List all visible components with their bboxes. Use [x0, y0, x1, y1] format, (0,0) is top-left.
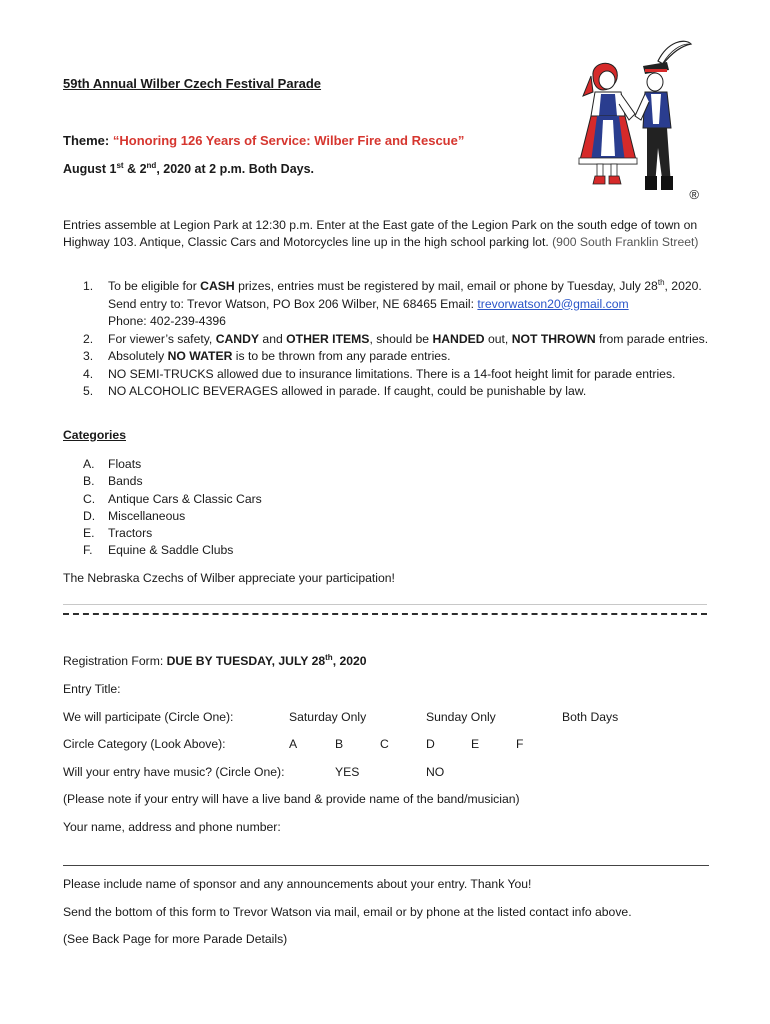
category-option-b[interactable]: B: [335, 737, 344, 751]
intro-paragraph: [63, 217, 703, 252]
date-part: August 1: [63, 162, 117, 176]
email-link[interactable]: trevorwatson20@gmail.com: [477, 296, 629, 311]
date-sup: nd: [146, 160, 157, 170]
option-both-days[interactable]: Both Days: [562, 710, 619, 724]
theme-label: Theme:: [63, 133, 110, 148]
category-name: Bands: [108, 474, 143, 489]
category-item: [63, 508, 262, 525]
name-input-line[interactable]: [63, 865, 709, 866]
band-note: (Please note if your entry will have a live band & provide name of the band/musician): [63, 792, 520, 806]
rule-sup: th: [657, 277, 665, 287]
rule-text: from parade entries.: [595, 331, 709, 346]
page-title: 59th Annual Wilber Czech Festival Parade: [63, 76, 322, 91]
theme-line: [63, 133, 464, 148]
intro-address: (900 South Franklin Street): [552, 235, 699, 250]
rule-number: 2.: [83, 331, 94, 346]
dancers-illustration: [563, 36, 703, 206]
date-sup: st: [116, 160, 124, 170]
rule-text: and: [259, 331, 287, 346]
option-sunday[interactable]: Sunday Only: [426, 710, 496, 724]
reg-label: Registration Form:: [63, 654, 167, 668]
music-label: Will your entry have music? (Circle One):: [63, 765, 285, 779]
category-option-e[interactable]: E: [471, 737, 480, 751]
rule-item: [63, 348, 713, 366]
participate-label: We will participate (Circle One):: [63, 710, 234, 724]
rule-text: prizes, entries must be registered by mail, email or phone by Tuesday, July 28: [234, 279, 658, 293]
rule-emphasis: CANDY: [215, 331, 260, 346]
category-option-f[interactable]: F: [516, 737, 524, 751]
category-option-c[interactable]: C: [380, 737, 389, 751]
rule-emphasis: CASH: [200, 279, 235, 293]
rule-emphasis: NOT THROWN: [511, 331, 596, 346]
option-saturday[interactable]: Saturday Only: [289, 710, 367, 724]
category-option-d[interactable]: D: [426, 737, 435, 751]
rule-emphasis: HANDED: [432, 331, 485, 346]
rule-text: NO ALCOHOLIC BEVERAGES allowed in parade. If caught, could be punishable by law.: [108, 384, 587, 398]
intro-text: Entries assemble at Legion Park at 12:30 p.m. Enter at the East gate of the Legion Park on the south edge of town on Highway 103. Antique, Classic Cars and Motorcycles line up in the high school parking lot.: [63, 218, 698, 250]
rule-number: 4.: [83, 366, 94, 381]
category-name: Equine & Saddle Clubs: [108, 543, 234, 558]
rule-text: Absolutely: [108, 349, 168, 363]
rule-emphasis: NO WATER: [167, 349, 233, 363]
rule-number: 1.: [83, 279, 94, 293]
rule-item: [63, 278, 713, 331]
theme-text: “Honoring 126 Years of Service: Wilber Fire and Rescue”: [112, 133, 465, 148]
music-option-no[interactable]: NO: [426, 765, 445, 779]
category-item: [63, 473, 262, 490]
rule-text: To be eligible for: [108, 279, 201, 293]
category-item: [63, 456, 262, 473]
category-name: Floats: [108, 457, 142, 471]
date-part: , 2020 at 2 p.m. Both Days.: [156, 162, 315, 176]
category-label: Circle Category (Look Above):: [63, 737, 226, 751]
rule-text: out,: [484, 331, 512, 346]
category-option-a[interactable]: A: [289, 737, 298, 751]
sponsor-note: Please include name of sponsor and any announcements about your entry. Thank You!: [63, 877, 532, 891]
registered-mark: ®: [689, 187, 699, 202]
cut-line: [63, 613, 707, 615]
registration-heading: [63, 654, 367, 668]
category-item: [63, 542, 262, 559]
rule-number: 3.: [83, 349, 94, 363]
czech-dancers-logo: [563, 36, 703, 206]
rule-text: is to be thrown from any parade entries.: [232, 349, 451, 363]
reg-due: [167, 654, 367, 668]
rule-item: [63, 331, 713, 349]
category-letter: A.: [83, 457, 95, 471]
rule-text: , 2020. Send entry to: Trevor Watson, PO Box 206 Wilber, NE 68465 Email:: [108, 279, 702, 311]
music-option-yes[interactable]: YES: [335, 765, 360, 779]
categories-heading: Categories: [63, 428, 126, 442]
send-note: Send the bottom of this form to Trevor Watson via mail, email or by phone at the listed contact info above.: [63, 905, 632, 919]
category-letter: F.: [83, 543, 93, 558]
category-letter: C.: [83, 491, 96, 506]
rule-item: [63, 366, 713, 384]
closing-text: The Nebraska Czechs of Wilber appreciate your participation!: [63, 571, 395, 585]
divider-line: [63, 604, 707, 605]
categories-list: [63, 456, 262, 560]
category-letter: E.: [83, 526, 95, 541]
rule-item: [63, 383, 713, 401]
category-item: [63, 525, 262, 542]
back-page-note: (See Back Page for more Parade Details): [63, 932, 288, 946]
name-address-label: Your name, address and phone number:: [63, 820, 281, 834]
rules-list: [63, 278, 713, 401]
category-item: [63, 491, 262, 508]
date-part: & 2: [123, 162, 147, 176]
rule-text: NO SEMI-TRUCKS allowed due to insurance limitations. There is a 14-foot height limit for parade entries.: [108, 366, 676, 381]
rule-phone: Phone: 402-239-4396: [108, 314, 226, 328]
category-name: Antique Cars & Classic Cars: [108, 491, 262, 506]
rule-emphasis: OTHER ITEMS: [286, 331, 370, 346]
category-name: Tractors: [108, 526, 153, 541]
reg-sup: th: [325, 652, 333, 662]
entry-title-label: Entry Title:: [63, 682, 121, 696]
event-date: [63, 162, 314, 176]
rule-number: 5.: [83, 384, 94, 398]
category-letter: D.: [83, 508, 96, 523]
reg-year: , 2020: [332, 654, 367, 668]
category-name: Miscellaneous: [108, 508, 186, 523]
rule-text: , should be: [369, 331, 433, 346]
rule-text: For viewer’s safety,: [108, 331, 216, 346]
category-letter: B.: [83, 474, 95, 489]
reg-due-text: DUE BY TUESDAY, JULY 28: [166, 654, 326, 668]
